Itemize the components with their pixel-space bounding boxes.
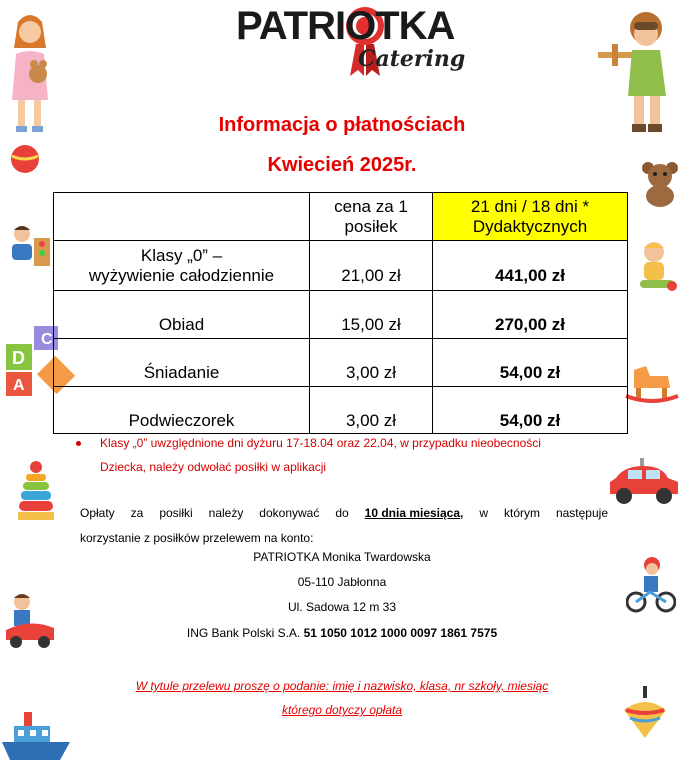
meal-total-value: 54,00 zł [499, 363, 561, 382]
header-cell-days-total [433, 193, 628, 241]
payment-line2: korzystanie z posiłków przelewem na konto: [80, 531, 314, 545]
header-unit-price-line2: posiłek [344, 216, 398, 236]
meal-price-cell: 3,00 zł [310, 339, 433, 387]
word: należy [208, 506, 244, 520]
header-days-line1: 21 dni / 18 dni * [470, 196, 590, 216]
bank-account-line [0, 626, 684, 640]
table-row [54, 291, 628, 339]
company-name: PATRIOTKA Monika Twardowska [253, 550, 431, 564]
word: którym [503, 506, 540, 520]
word: następuje [555, 506, 608, 520]
company-postal: 05-110 Jabłonna [297, 575, 387, 589]
bank-name: ING Bank Polski S.A. [186, 626, 301, 640]
ring-stacker-toy-icon [16, 460, 56, 522]
rocking-horse-icon [624, 362, 680, 404]
meal-name-cell [54, 241, 310, 291]
meal-price-cell: 3,00 zł [310, 387, 433, 434]
word: za [130, 506, 144, 520]
note-line1: Klasy „0” uwzględnione dni dyżuru 17-18.04 oraz 22.04, w przypadku nieobecności [100, 436, 541, 450]
meal-total-value: 54,00 zł [499, 411, 561, 430]
logo-brand-text: PATRIOTKA [236, 4, 455, 48]
child-playing-illustration [6, 222, 54, 270]
transfer-title-note-line1: W tytule przelewu proszę o podanie: imię i nazwisko, klasa, nr szkoły, miesiąc [135, 679, 549, 693]
header-unit-price-line1: cena za 1 [334, 196, 408, 216]
svg-text:A: A [13, 377, 25, 394]
word: w [479, 506, 489, 520]
header-cell-unit-price [310, 193, 433, 241]
page-title: Informacja o płatnościach [218, 114, 466, 136]
note-line2: Dziecka, należy odwołać posiłki w aplikacji [100, 460, 327, 474]
table-row [54, 241, 628, 291]
transfer-title-note-line2: którego dotyczy opłata [281, 703, 403, 717]
table-row [54, 387, 628, 434]
meal-name-cell: Obiad [54, 291, 310, 339]
meal-total-cell [433, 291, 628, 339]
payment-deadline: 10 dnia miesiąca, [364, 506, 464, 520]
payment-line1 [80, 501, 608, 526]
meal-total-value: 441,00 zł [495, 266, 565, 285]
bank-account-number: 51 1050 1012 1000 0097 1861 7575 [303, 626, 498, 640]
header-days-line2: Dydaktycznych [472, 216, 588, 236]
prices-table [53, 192, 628, 434]
meal-name-line2: wyżywienie całodziennie [88, 266, 275, 285]
company-street: Ul. Sadowa 12 m 33 [287, 600, 397, 614]
header-cell-empty [54, 193, 310, 241]
svg-text:C: C [41, 331, 53, 348]
bullet-icon [76, 441, 81, 446]
month-title: Kwiecień 2025r. [267, 154, 417, 176]
meal-price-cell: 15,00 zł [310, 291, 433, 339]
duty-days-note [80, 431, 640, 479]
meal-total-cell [433, 241, 628, 291]
toddler-playing-illustration [632, 240, 680, 294]
table-row [54, 339, 628, 387]
table-header-row [54, 193, 628, 241]
word: dokonywać [259, 506, 320, 520]
patriotka-catering-logo [236, 4, 486, 78]
meal-total-cell [433, 387, 628, 434]
meal-total-cell [433, 339, 628, 387]
word: Opłaty [80, 506, 115, 520]
svg-text:D: D [12, 348, 25, 368]
meal-name-cell: Śniadanie [54, 339, 310, 387]
logo-sub-text: Catering [358, 46, 466, 72]
meal-price-cell: 21,00 zł [310, 241, 433, 291]
payment-instructions [80, 501, 608, 551]
meal-total-value: 270,00 zł [495, 315, 565, 334]
word: do [335, 506, 349, 520]
word: posiłki [159, 506, 193, 520]
meal-name-cell: Podwieczorek [54, 387, 310, 434]
meal-name-line1: Klasy „0” – [140, 246, 223, 265]
